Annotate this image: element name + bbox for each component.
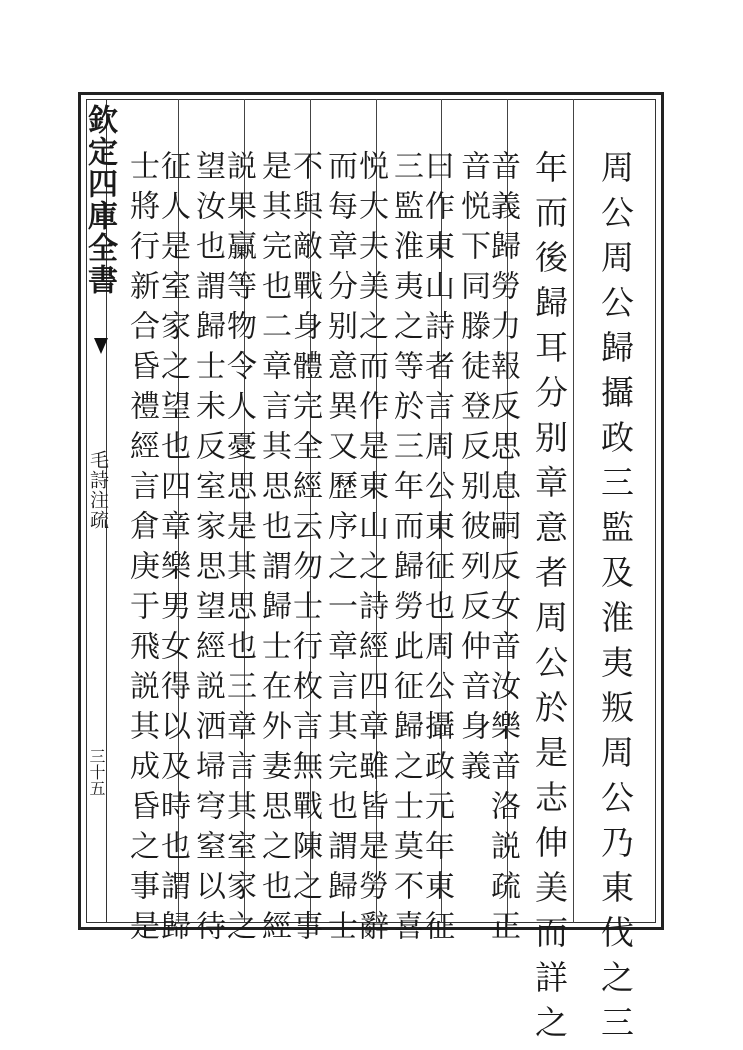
page-number: 三十五 [87,748,106,796]
text-column: 説果臝等物令人憂思是其思也三章言其室家之 [221,150,256,950]
text-column: 而每章分别意異又歷序之一章言其完也謂歸士 [322,150,357,950]
book-name: 毛詩注疏 [87,450,109,530]
text-column: 是其完也二章言其思也謂歸士在外妻思之也經 [256,150,291,950]
column-rule [573,99,574,923]
text-column: 征人是室家之望也四章樂男女得以及時也謂歸 [155,150,190,950]
fish-tail-mark [94,338,108,354]
text-column: 音義歸勞力報反思息嗣反女音汝樂音洛説疏正 [485,150,520,950]
header-title: 欽定四庫全書 [82,104,117,296]
text-column: 年而後歸耳分别章意者周公於是志伸美而詳之 [530,150,569,1050]
text-column: 曰作東山詩者言周公東征也周公攝政元年東征 [419,150,454,950]
text-column: 悦大夫美之而作是東山之詩經四章雖皆是勞辭 [353,150,388,950]
text-column: 士將行新合昏禮經言倉庚于飛説其成昏之事是 [124,150,159,950]
text-column: 音悦下同滕徒登反别彼列反仲音身義 [455,150,490,790]
text-column: 望汝也謂歸士未反室家思望經説洒埽穹窒以待 [190,150,225,950]
text-column: 三監淮夷之等於三年而歸勞此征歸之士莫不喜 [388,150,423,950]
text-column: 不與敵戰身體完全經云勿士行枚言無戰陳之事 [287,150,322,950]
text-column: 周公周公歸攝政三監及淮夷叛周公乃東伐之三 [596,150,635,1050]
